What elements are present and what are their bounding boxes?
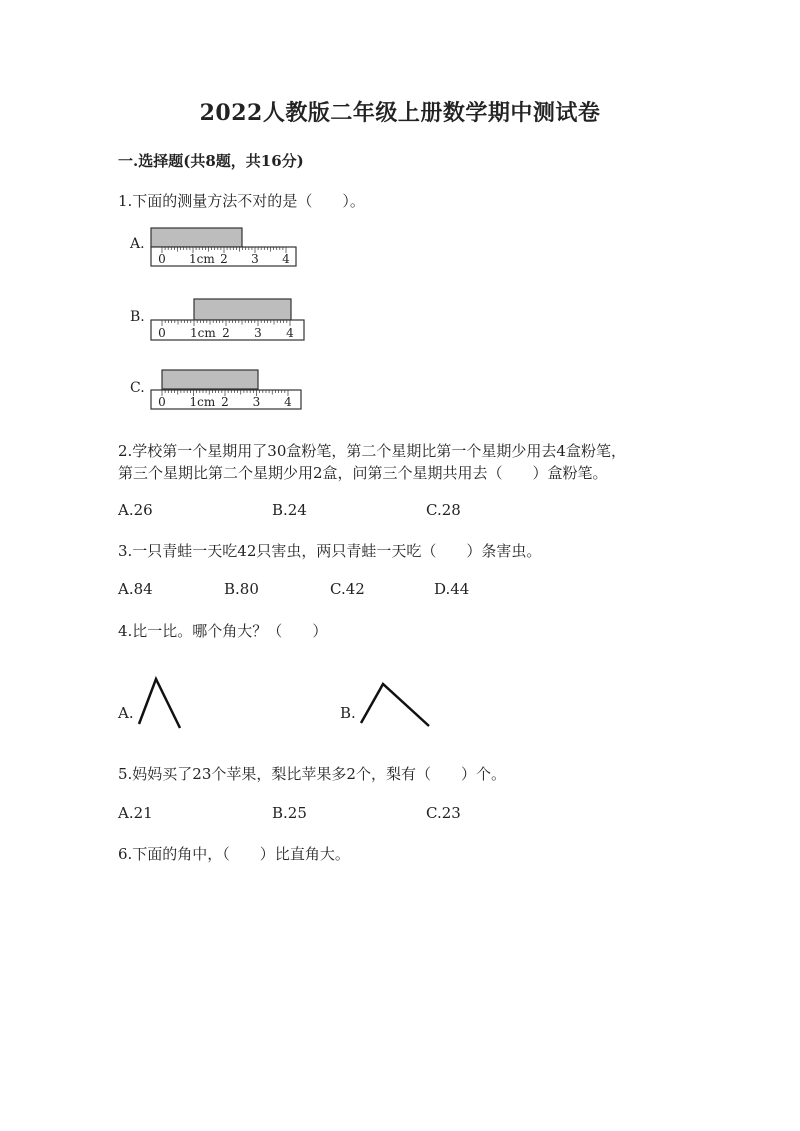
q4-angle-a-figure [136, 676, 186, 732]
measured-object [194, 299, 291, 320]
question-1-text: 1.下面的测量方法不对的是（ ）。 [118, 192, 365, 210]
ruler-label: 3 [252, 395, 261, 409]
ruler-label: 0 [158, 252, 166, 266]
q5-option-a: A.21 [118, 804, 153, 822]
q2-option-c: C.28 [426, 501, 461, 519]
ruler-label: 2 [220, 252, 228, 266]
q4-angle-b-figure [358, 680, 434, 730]
ruler-label: 3 [251, 252, 259, 266]
section-heading: 一.选择题(共8题，共16分) [118, 152, 304, 170]
ruler-label: 4 [286, 326, 294, 340]
ruler-label: 2 [221, 395, 229, 409]
q1-option-b-ruler [150, 298, 308, 343]
q5-option-c: C.23 [426, 804, 461, 822]
q2-option-a: A.26 [118, 501, 153, 519]
q3-option-d: D.44 [434, 580, 470, 598]
q1-option-a-ruler [150, 227, 300, 269]
ruler-label: 4 [284, 395, 292, 409]
q3-option-b: B.80 [224, 580, 259, 598]
q4-option-a-label: A. [118, 704, 134, 722]
q1-option-b-label: B. [130, 309, 145, 325]
q1-option-c-label: C. [130, 380, 145, 396]
q5-option-b: B.25 [272, 804, 307, 822]
ruler-label: 0 [158, 395, 166, 409]
q2-option-b: B.24 [272, 501, 307, 519]
question-5-text: 5.妈妈买了23个苹果，梨比苹果多2个，梨有（ ）个。 [118, 765, 506, 783]
ruler-label: 1cm [189, 252, 215, 266]
ruler-label: 4 [282, 252, 290, 266]
ruler-label: 1cm [189, 395, 216, 409]
ruler-label: 0 [158, 326, 166, 340]
q4-option-b-label: B. [340, 704, 356, 722]
question-2-line-2: 第三个星期比第二个星期少用2盒，问第三个星期共用去（ ）盒粉笔。 [118, 464, 608, 482]
q3-option-a: A.84 [118, 580, 153, 598]
question-6-text: 6.下面的角中，（ ）比直角大。 [118, 845, 350, 863]
ruler-label: 3 [254, 326, 262, 340]
q1-option-a-label: A. [130, 236, 145, 252]
page-title: 2022人教版二年级上册数学期中测试卷 [199, 100, 601, 126]
ruler-label: 2 [222, 326, 230, 340]
question-4-text: 4.比一比。哪个角大？（ ） [118, 622, 328, 640]
measured-object [162, 370, 258, 389]
q3-option-c: C.42 [330, 580, 365, 598]
question-3-text: 3.一只青蛙一天吃42只害虫，两只青蛙一天吃（ ）条害虫。 [118, 542, 542, 560]
q1-option-c-ruler [150, 369, 305, 412]
question-2-line-1: 2.学校第一个星期用了30盒粉笔，第二个星期比第一个星期少用去4盒粉笔， [118, 442, 626, 460]
ruler-label: 1cm [190, 326, 216, 340]
measured-object [151, 228, 242, 247]
